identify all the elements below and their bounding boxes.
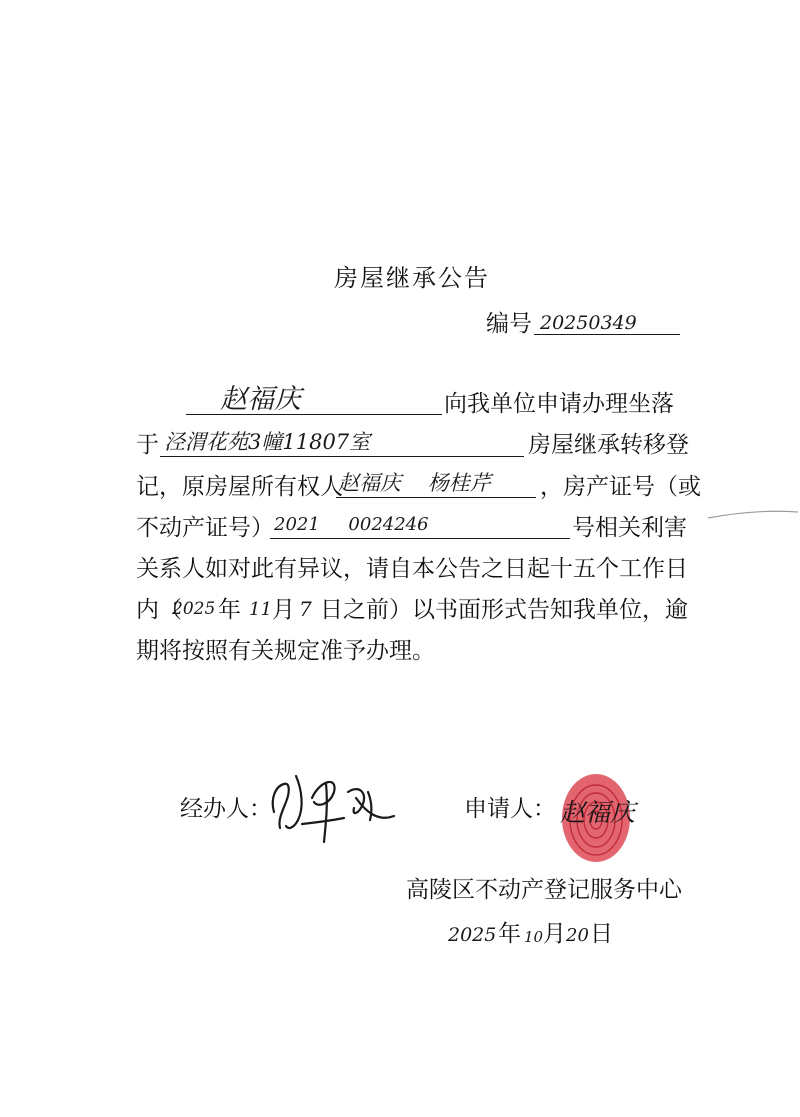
issue-year-char: 年 xyxy=(498,921,521,947)
applicant-name-field xyxy=(186,382,440,416)
body-text-3-prefix: 记，原房屋所有权人 xyxy=(136,474,343,500)
issue-day-char: 日 xyxy=(590,921,613,947)
body-text-2-suffix: 房屋继承转移登 xyxy=(528,432,689,458)
deadline-year-char: 年 xyxy=(218,597,241,623)
body-text-7: 期将按照有关规定准予办理。 xyxy=(136,638,435,664)
body-text-2-prefix: 于 xyxy=(136,432,159,458)
body-text-5: 关系人如对此有异议，请自本公告之日起十五个工作日 xyxy=(136,556,688,582)
location-underline xyxy=(160,456,524,457)
applicant-underline xyxy=(186,414,442,415)
issue-month-char: 月 xyxy=(543,921,566,947)
issuer-name: 高陵区不动产登记服务中心 xyxy=(406,877,682,903)
document-title: 房屋继承公告 xyxy=(334,264,490,292)
location-field xyxy=(162,426,520,458)
certificate-number-field xyxy=(272,512,568,540)
body-text-1: 向我单位申请办理坐落 xyxy=(444,391,674,417)
owners-underline xyxy=(336,497,536,498)
issue-year: 2025 xyxy=(448,924,497,946)
body-text-6-suffix: 日之前）以书面形式告知我单位，逾 xyxy=(320,597,688,623)
body-text-3-suffix: ，房产证号（或 xyxy=(540,474,701,500)
scan-mark xyxy=(700,500,800,530)
applicant-signature: 赵福庆 xyxy=(560,798,636,827)
original-owners: 赵福庆 杨桂芹 xyxy=(338,471,491,495)
deadline-month: 11 xyxy=(249,599,272,620)
location: 泾渭花苑3幢11807室 xyxy=(164,430,371,454)
body-text-4-suffix: 号相关利害 xyxy=(572,515,687,541)
applicant-name: 赵福庆 xyxy=(220,384,301,415)
body-text-4-prefix: 不动产证号） xyxy=(136,515,274,541)
deadline-year: 2025 xyxy=(172,599,216,619)
number-value: 20250349 xyxy=(540,312,637,334)
deadline-day: 7 xyxy=(299,597,312,621)
body-text-6-prefix: 内（ xyxy=(136,597,182,623)
certificate-number: 2021 0024246 xyxy=(274,514,429,535)
applicant-label: 申请人： xyxy=(464,796,556,822)
handler-signature xyxy=(268,768,404,848)
handler-label: 经办人： xyxy=(180,796,272,822)
certificate-underline xyxy=(270,538,570,539)
issue-month: 10 xyxy=(524,928,544,946)
original-owners-field xyxy=(336,468,536,500)
deadline-month-char: 月 xyxy=(272,597,295,623)
issue-day: 20 xyxy=(566,925,589,946)
number-label: 编号 xyxy=(486,311,532,337)
number-underline xyxy=(534,334,680,335)
